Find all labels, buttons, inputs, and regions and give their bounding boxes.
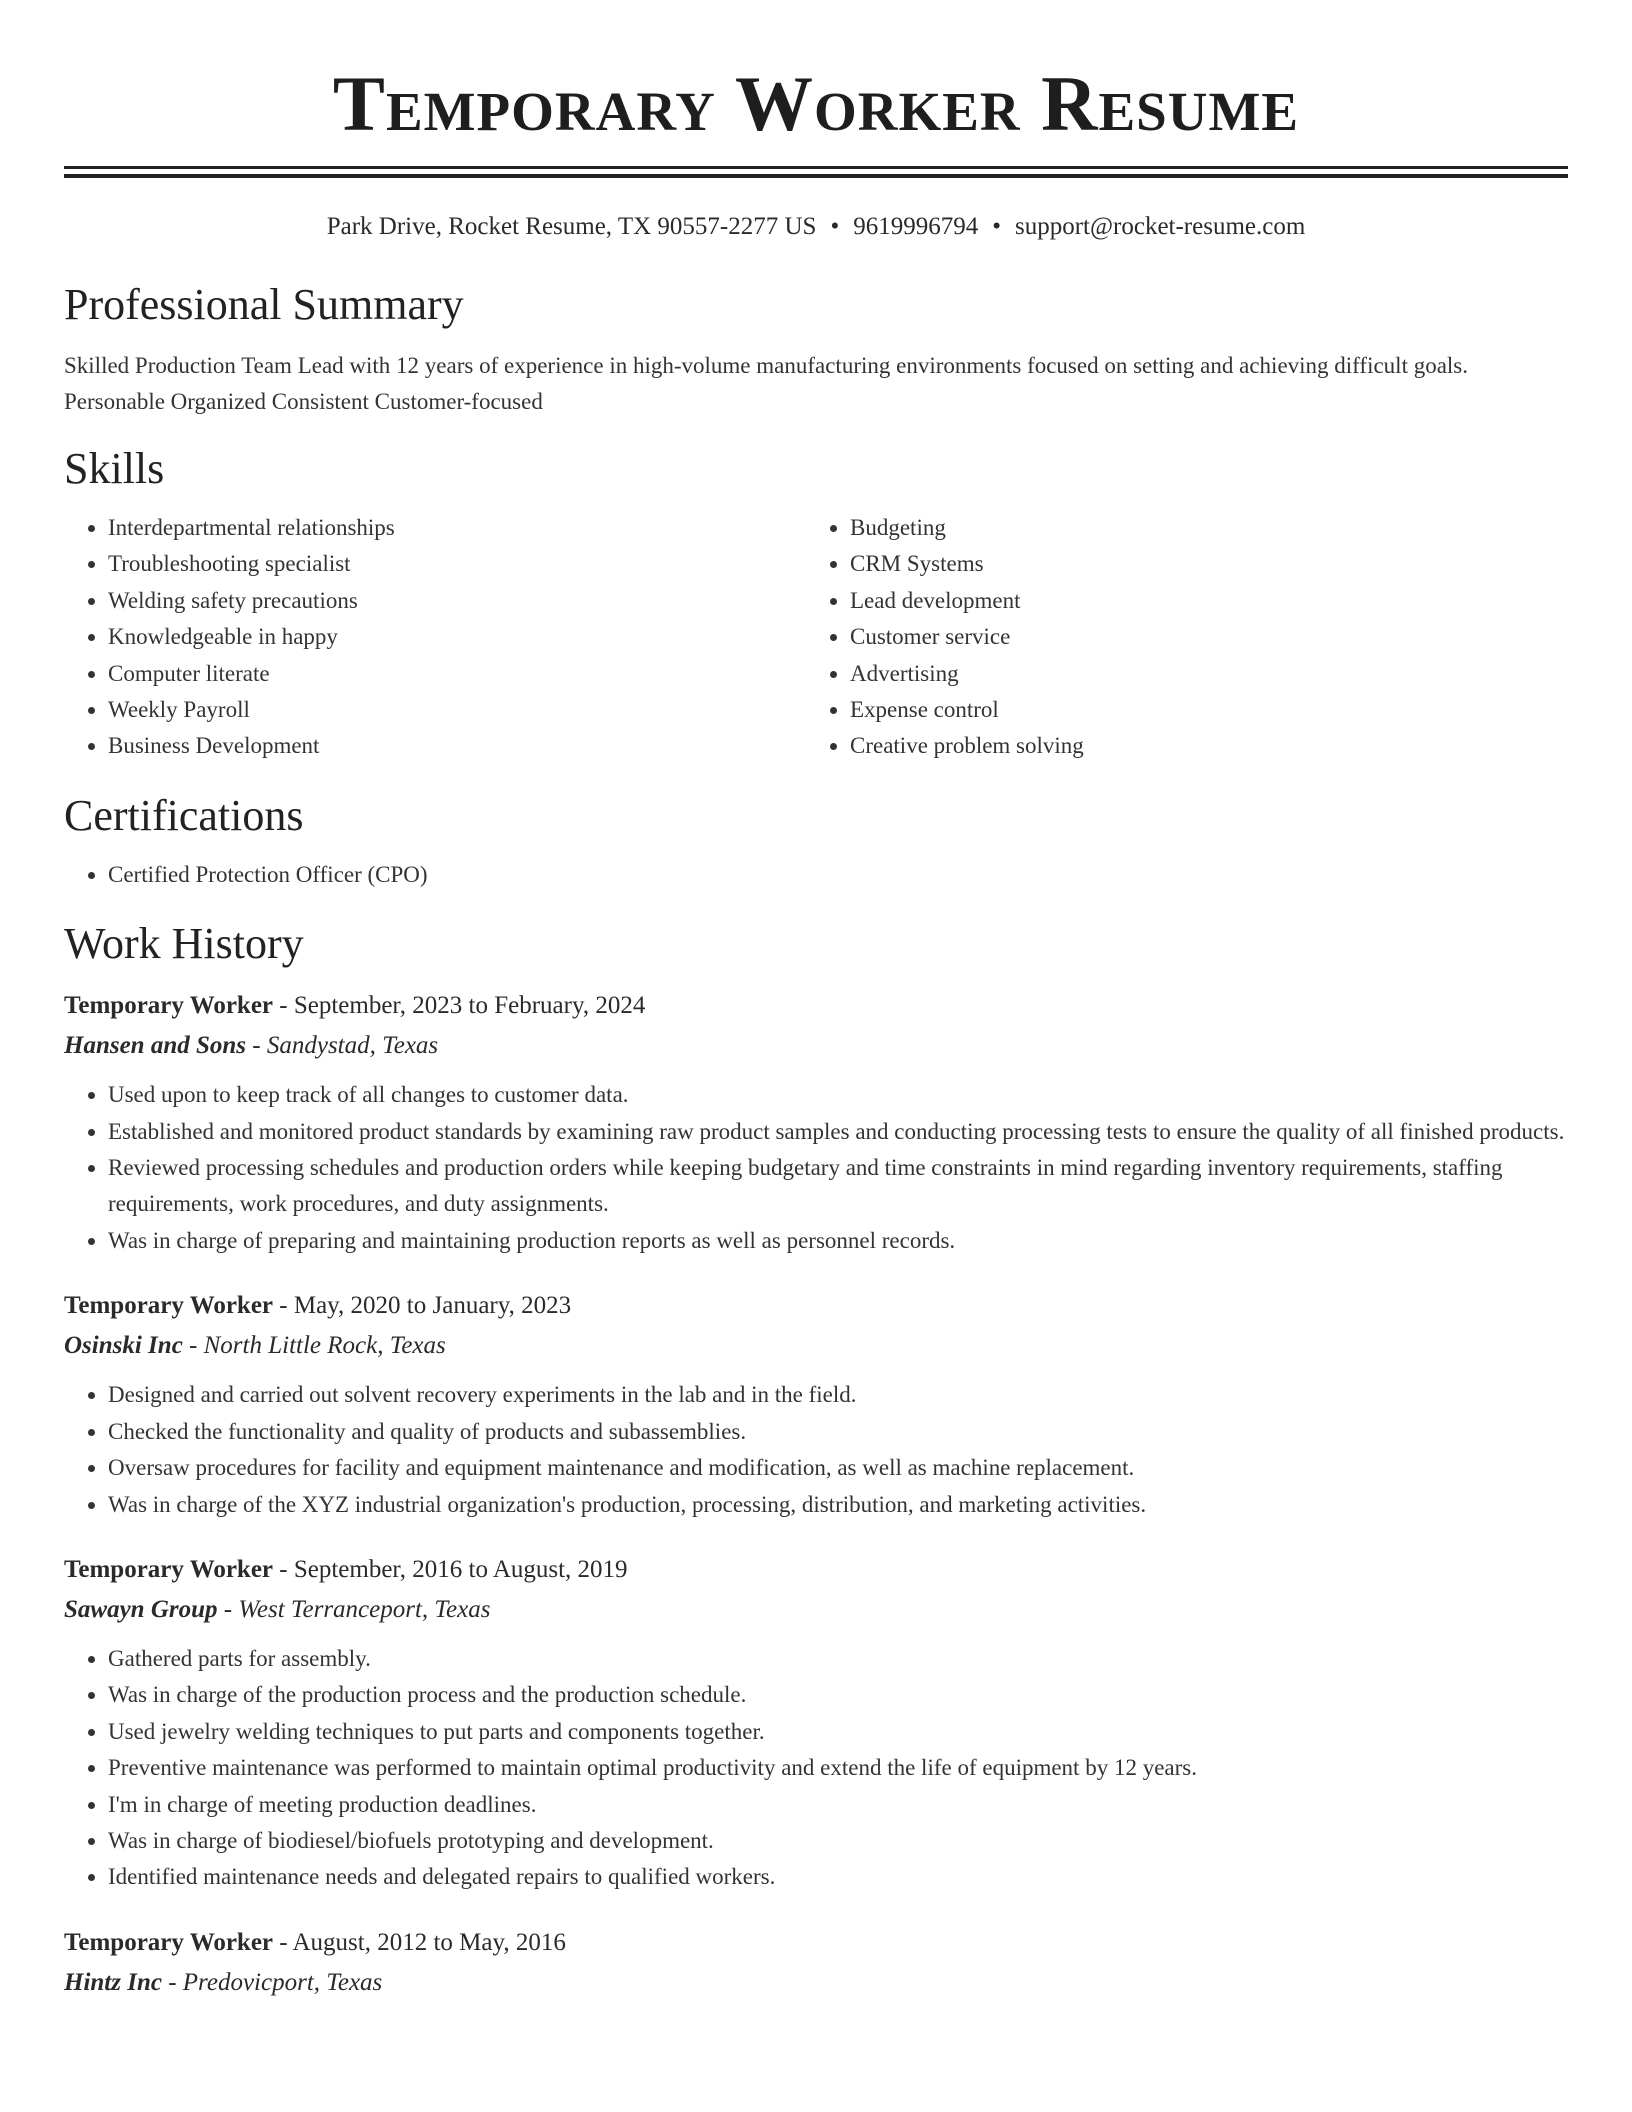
job-bullet: • Used upon to keep track of all changes to customer data. — [108, 1077, 1568, 1113]
job-bullets — [64, 1377, 1568, 1523]
job-bullet: • Designed and carried out solvent recovery experiments in the lab and in the field. — [108, 1377, 1568, 1413]
contact-separator: • — [992, 213, 1001, 240]
resume-title: Temporary Worker Resume — [332, 60, 1300, 147]
job-dates: - September, 2016 to August, 2019 — [279, 1555, 628, 1583]
skill-item: • Advertising — [850, 656, 1548, 692]
job-role: Temporary Worker — [64, 1292, 274, 1320]
skill-item: • Budgeting — [850, 510, 1548, 546]
job-entry — [64, 1291, 1568, 1523]
job-dates: - September, 2023 to February, 2024 — [279, 992, 646, 1020]
job-bullet: • Reviewed processing schedules and production orders while keeping budgetary and time constraints in mind regarding inventory requirements, staffing requirements, work procedures, and duty assignments. — [108, 1150, 1568, 1223]
job-location: - West Terranceport, Texas — [223, 1595, 491, 1623]
job-company: Osinski Inc — [64, 1332, 183, 1360]
job-bullet: • Identified maintenance needs and delegated repairs to qualified workers. — [108, 1859, 1568, 1895]
job-bullet: • Was in charge of the XYZ industrial organization's production, processing, distribution, and marketing activities. — [108, 1487, 1568, 1523]
job-entry — [64, 1928, 1568, 1998]
job-company-line — [64, 1331, 1568, 1361]
job-bullet: • Checked the functionality and quality of products and subassemblies. — [108, 1414, 1568, 1450]
resume-page — [64, 0, 1568, 1998]
title-divider-thin — [64, 166, 1568, 169]
skills-list-left — [64, 510, 806, 765]
job-bullets — [64, 1077, 1568, 1259]
job-title-line — [64, 991, 1568, 1021]
job-title-line — [64, 1928, 1568, 1958]
work-history-heading: Work History — [64, 919, 304, 969]
contact-address: Park Drive, Rocket Resume, TX 90557-2277 US — [326, 213, 817, 240]
job-role: Temporary Worker — [64, 1928, 274, 1956]
contact-email: support@rocket-resume.com — [1015, 213, 1306, 240]
contact-line — [64, 212, 1568, 242]
skills-grid — [64, 510, 1568, 765]
job-company: Sawayn Group — [64, 1595, 218, 1623]
skills-heading: Skills — [64, 444, 165, 493]
job-company: Hintz Inc — [64, 1968, 162, 1996]
job-company-line — [64, 1968, 1568, 1998]
job-bullet: • Established and monitored product standards by examining raw product samples and conducting processing tests to ensure the quality of all finished products. — [108, 1114, 1568, 1150]
contact-separator: • — [830, 213, 840, 240]
skill-item: • Expense control — [850, 692, 1548, 728]
job-role: Temporary Worker — [64, 1555, 274, 1583]
job-title-line — [64, 1555, 1568, 1585]
skill-item: • Computer literate — [108, 656, 806, 692]
title-divider-thick — [64, 174, 1568, 178]
skills-list-right — [806, 510, 1548, 765]
skill-item: • Customer service — [850, 619, 1548, 655]
job-bullet: • Gathered parts for assembly. — [108, 1641, 1568, 1677]
job-title-line — [64, 1291, 1568, 1321]
job-bullet: • Was in charge of preparing and maintaining production reports as well as personnel records. — [108, 1223, 1568, 1259]
job-entry — [64, 991, 1568, 1259]
job-bullet: • I'm in charge of meeting production deadlines. — [108, 1787, 1568, 1823]
skill-item: • CRM Systems — [850, 546, 1548, 582]
job-company: Hansen and Sons — [64, 1032, 247, 1060]
skill-item: • Interdepartmental relationships — [108, 510, 806, 546]
skill-item: • Business Development — [108, 728, 806, 764]
contact-phone: 9619996794 — [853, 213, 979, 240]
job-company-line — [64, 1595, 1568, 1625]
job-dates: - May, 2020 to January, 2023 — [279, 1292, 572, 1320]
certification-item: • Certified Protection Officer (CPO) — [108, 857, 1568, 893]
skill-item: • Lead development — [850, 583, 1548, 619]
skill-item: • Creative problem solving — [850, 728, 1548, 764]
certifications-list — [64, 857, 1568, 893]
skill-item: • Knowledgeable in happy — [108, 619, 806, 655]
job-location: - Predovicport, Texas — [168, 1968, 383, 1996]
skill-item: • Welding safety precautions — [108, 583, 806, 619]
job-bullet: • Oversaw procedures for facility and equipment maintenance and modification, as well as machine replacement. — [108, 1450, 1568, 1486]
summary-heading: Professional Summary — [64, 280, 464, 329]
skill-item: • Troubleshooting specialist — [108, 546, 806, 582]
job-location: - North Little Rock, Texas — [189, 1332, 446, 1360]
skill-item: • Weekly Payroll — [108, 692, 806, 728]
skills-column-right — [806, 510, 1548, 765]
skills-column-left — [64, 510, 806, 765]
job-bullet: • Was in charge of biodiesel/biofuels prototyping and development. — [108, 1823, 1568, 1859]
job-company-line — [64, 1031, 1568, 1061]
job-dates: - August, 2012 to May, 2016 — [279, 1928, 566, 1956]
job-entry — [64, 1555, 1568, 1896]
summary-text: Skilled Production Team Lead with 12 years of experience in high-volume manufacturing environments focused on setting and achieving difficult goals. Personable Organized Consistent Customer-focused — [64, 353, 1469, 414]
job-role: Temporary Worker — [64, 992, 274, 1020]
job-bullet: • Preventive maintenance was performed to maintain optimal productivity and extend the life of equipment by 12 years. — [108, 1750, 1568, 1786]
job-bullets — [64, 1641, 1568, 1896]
job-location: - Sandystad, Texas — [252, 1032, 439, 1060]
certifications-heading: Certifications — [64, 790, 304, 840]
job-bullet: • Was in charge of the production process and the production schedule. — [108, 1677, 1568, 1713]
job-bullet: • Used jewelry welding techniques to put parts and components together. — [108, 1714, 1568, 1750]
